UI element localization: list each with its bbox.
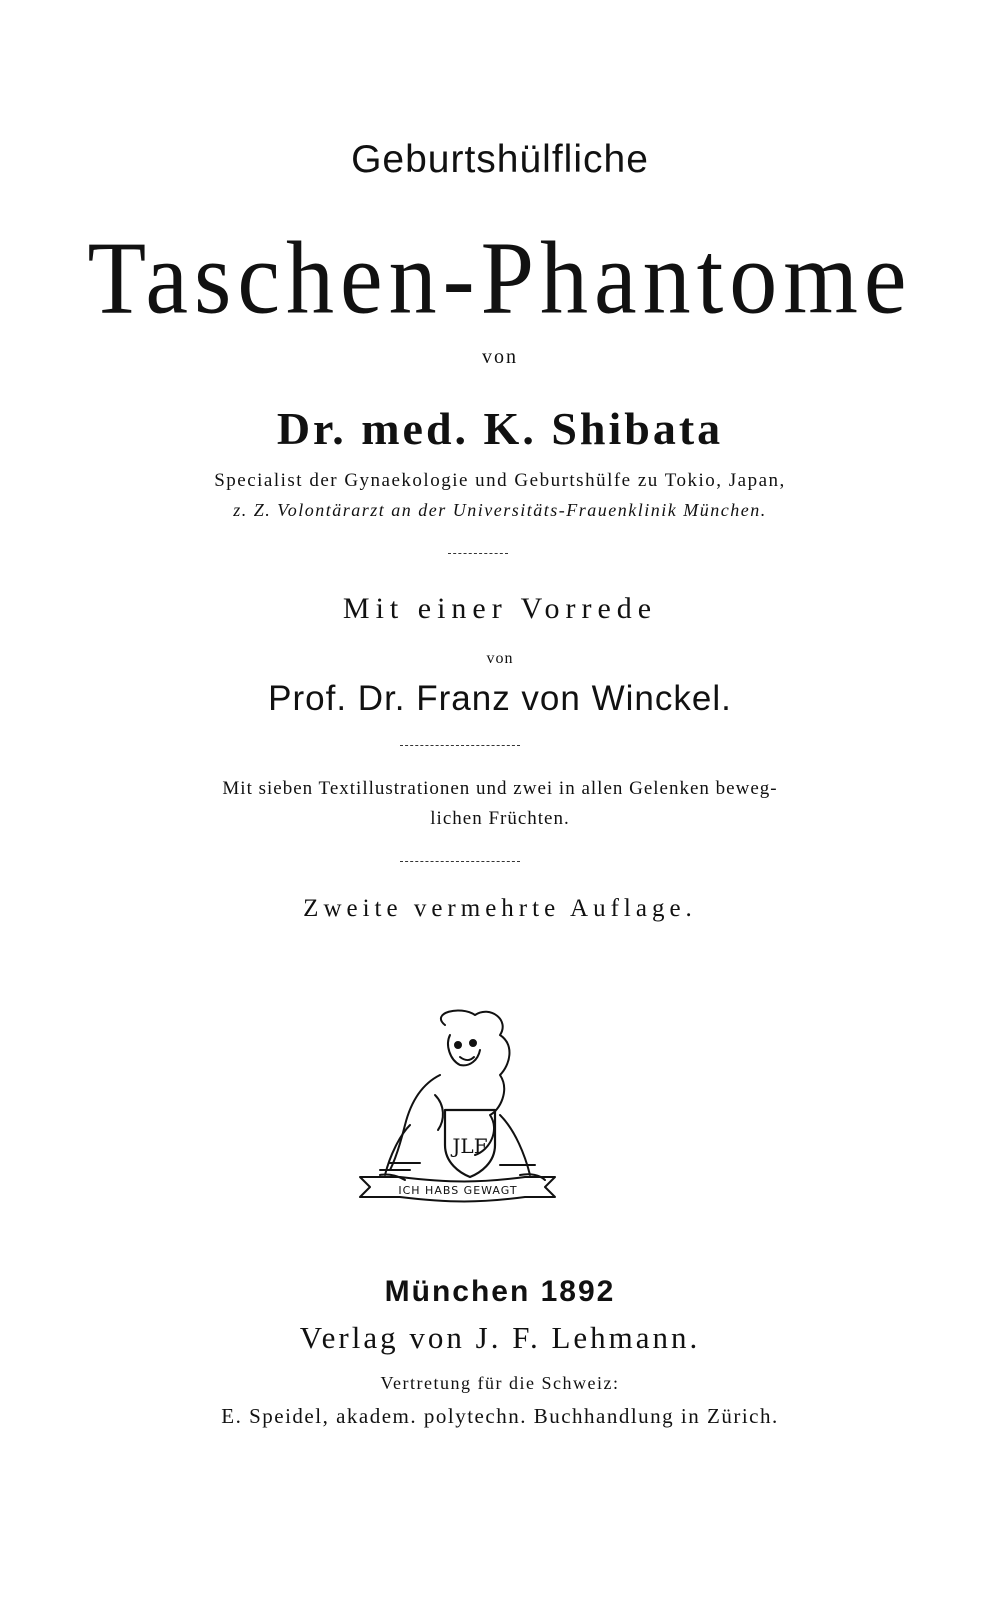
- imprint-representation: Vertretung für die Schweiz:: [380, 1373, 620, 1393]
- author-affiliation-1: Specialist der Gynaekologie und Geburtshülfe zu Tokio, Japan,: [214, 470, 786, 491]
- illustrations-note-2: lichen Früchten.: [430, 808, 570, 829]
- edition-note: Zweite vermehrte Auflage.: [303, 895, 697, 922]
- imprint-swiss-agent: E. Speidel, akadem. polytechn. Buchhandlung in Zürich.: [221, 1404, 779, 1428]
- preface-author: Prof. Dr. Franz von Winckel.: [268, 679, 732, 718]
- imprint-city-year: München 1892: [384, 1275, 616, 1308]
- subtitle-top: Geburtshülfliche: [351, 138, 649, 181]
- main-title: Taschen-Phantome: [87, 219, 913, 336]
- illustrations-note-1: Mit sieben Textillustrationen und zwei in allen Gelenken beweg-: [222, 778, 778, 799]
- divider-2: [400, 745, 520, 746]
- emblem-monogram: JLF: [452, 1134, 488, 1158]
- divider-3: [400, 861, 520, 862]
- publisher-lion-emblem: [350, 1005, 565, 1205]
- von-text-2: von: [486, 650, 514, 667]
- imprint-publisher: Verlag von J. F. Lehmann.: [299, 1320, 701, 1355]
- von-text-1: von: [482, 346, 518, 368]
- author-affiliation-2: z. Z. Volontärarzt an der Universitäts-Frauenklinik München.: [233, 500, 767, 520]
- emblem-motto: ICH HABS GEWAGT: [398, 1184, 518, 1197]
- divider-1: [448, 553, 508, 554]
- preface-line: Mit einer Vorrede: [342, 592, 658, 625]
- author-name: Dr. med. K. Shibata: [276, 403, 724, 454]
